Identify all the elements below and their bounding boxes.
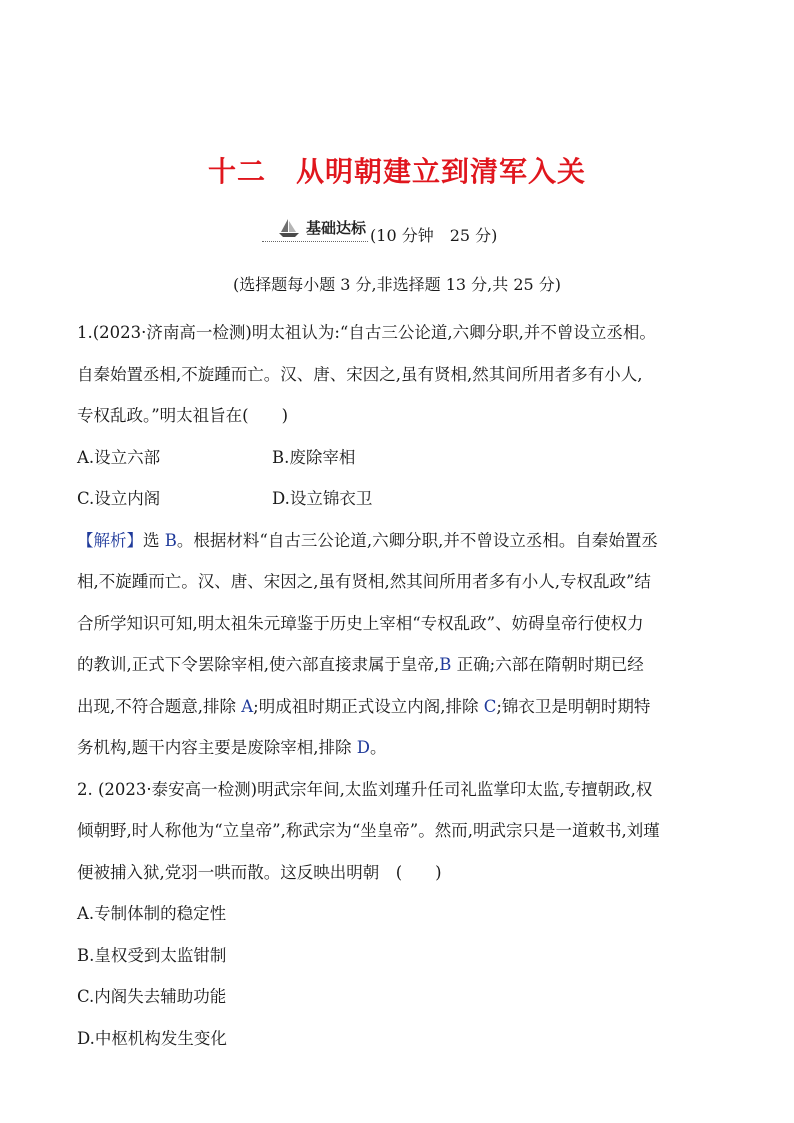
question-2-option-a: A.专制体制的稳定性 [77,904,227,923]
question-2-line-2: 倾朝野,时人称他为“立皇帝”,称武宗为“坐皇帝”。然而,明武宗只是一道敕书,刘瑾 [77,821,660,840]
question-1-options-row-1 [77,437,717,479]
analysis-line-5-e: ;锦衣卫是明朝时期特 [496,696,651,716]
analysis-line-6-a: 务机构,题干内容主要是废除宰相,排除 [77,738,357,757]
sailboat-icon [262,218,306,238]
analysis-line-1-rest: 。根据材料“自古三公论道,六卿分职,并不曾设立丞相。自秦始置丞 [176,530,658,550]
section-badge [262,217,368,242]
question-2-line-3: 便被捕入狱,党羽一哄而散。这反映出明朝 ( ) [77,862,442,882]
question-1-option-c: C.设立内阁 [77,489,161,508]
question-1-analysis [77,520,717,769]
analysis-line-4 [77,644,717,686]
section-badge-label: 基础达标 [306,219,367,237]
question-1-option-d: D.设立锦衣卫 [272,489,373,508]
analysis-line-3: 合所学知识可知,明太祖朱元璋鉴于历史上宰相“专权乱政”、妨碍皇帝行使权力 [77,613,644,633]
question-1-line-1: 1.(2023·济南高一检测)明太祖认为:“自古三公论道,六卿分职,并不曾设立丞相。 [77,323,656,342]
lesson-number: 十二 [207,155,266,188]
question-1-option-b: B.废除宰相 [272,447,356,467]
analysis-answer: B [164,530,177,550]
analysis-lead: 选 [143,530,165,550]
analysis-line-5-a: 出现,不符合题意,排除 [77,696,242,716]
analysis-line-6 [77,727,717,769]
analysis-line-5-c: ;明成祖时期正式设立内阁,排除 [253,696,484,716]
question-2-line-1: 2. (2023·泰安高一检测)明武宗年间,太监刘瑾升任司礼监掌印太监,专擅朝政,权 [77,779,653,799]
section-header [262,212,498,245]
question-1-line-3: 专权乱政。”明太祖旨在( ) [77,406,289,425]
score-note: (选择题每小题 3 分,非选择题 13 分,共 25 分) [232,275,562,294]
question-2-option-d: D.中枢机构发生变化 [77,1028,227,1048]
analysis-line-4-a: 的教训,正式下令罢除宰相,使六部直接隶属于皇帝, [77,655,440,674]
question-1 [77,312,717,769]
question-2-option-c: C.内阁失去辅助功能 [77,987,227,1006]
lesson-title: 从明朝建立到清军入关 [296,155,587,188]
analysis-line-5-b: A [241,696,254,716]
analysis-line-4-b: B [439,655,452,674]
question-2-option-b: B.皇权受到太监钳制 [77,945,227,965]
analysis-line-4-c: 正确;六部在隋朝时期已经 [451,655,644,674]
analysis-line-1 [77,520,717,562]
question-content [77,312,717,1059]
question-2 [77,769,717,1060]
analysis-line-5-d: C [483,696,497,716]
question-1-line-2: 自秦始置丞相,不旋踵而亡。汉、唐、宋因之,虽有贤相,然其间所用者多有小人, [77,364,643,384]
question-1-option-a: A.设立六部 [77,447,161,467]
analysis-line-5 [77,686,717,728]
page-title [0,150,794,190]
analysis-line-6-b: D [356,738,370,757]
analysis-line-6-c: 。 [369,738,387,757]
question-1-options-row-2 [77,478,717,520]
analysis-line-2: 相,不旋踵而亡。汉、唐、宋因之,虽有贤相,然其间所用者多有小人,专权乱政”结 [77,572,651,591]
time-note: (10 分钟 25 分) [370,226,498,245]
analysis-tag: 【解析】 [77,530,143,550]
